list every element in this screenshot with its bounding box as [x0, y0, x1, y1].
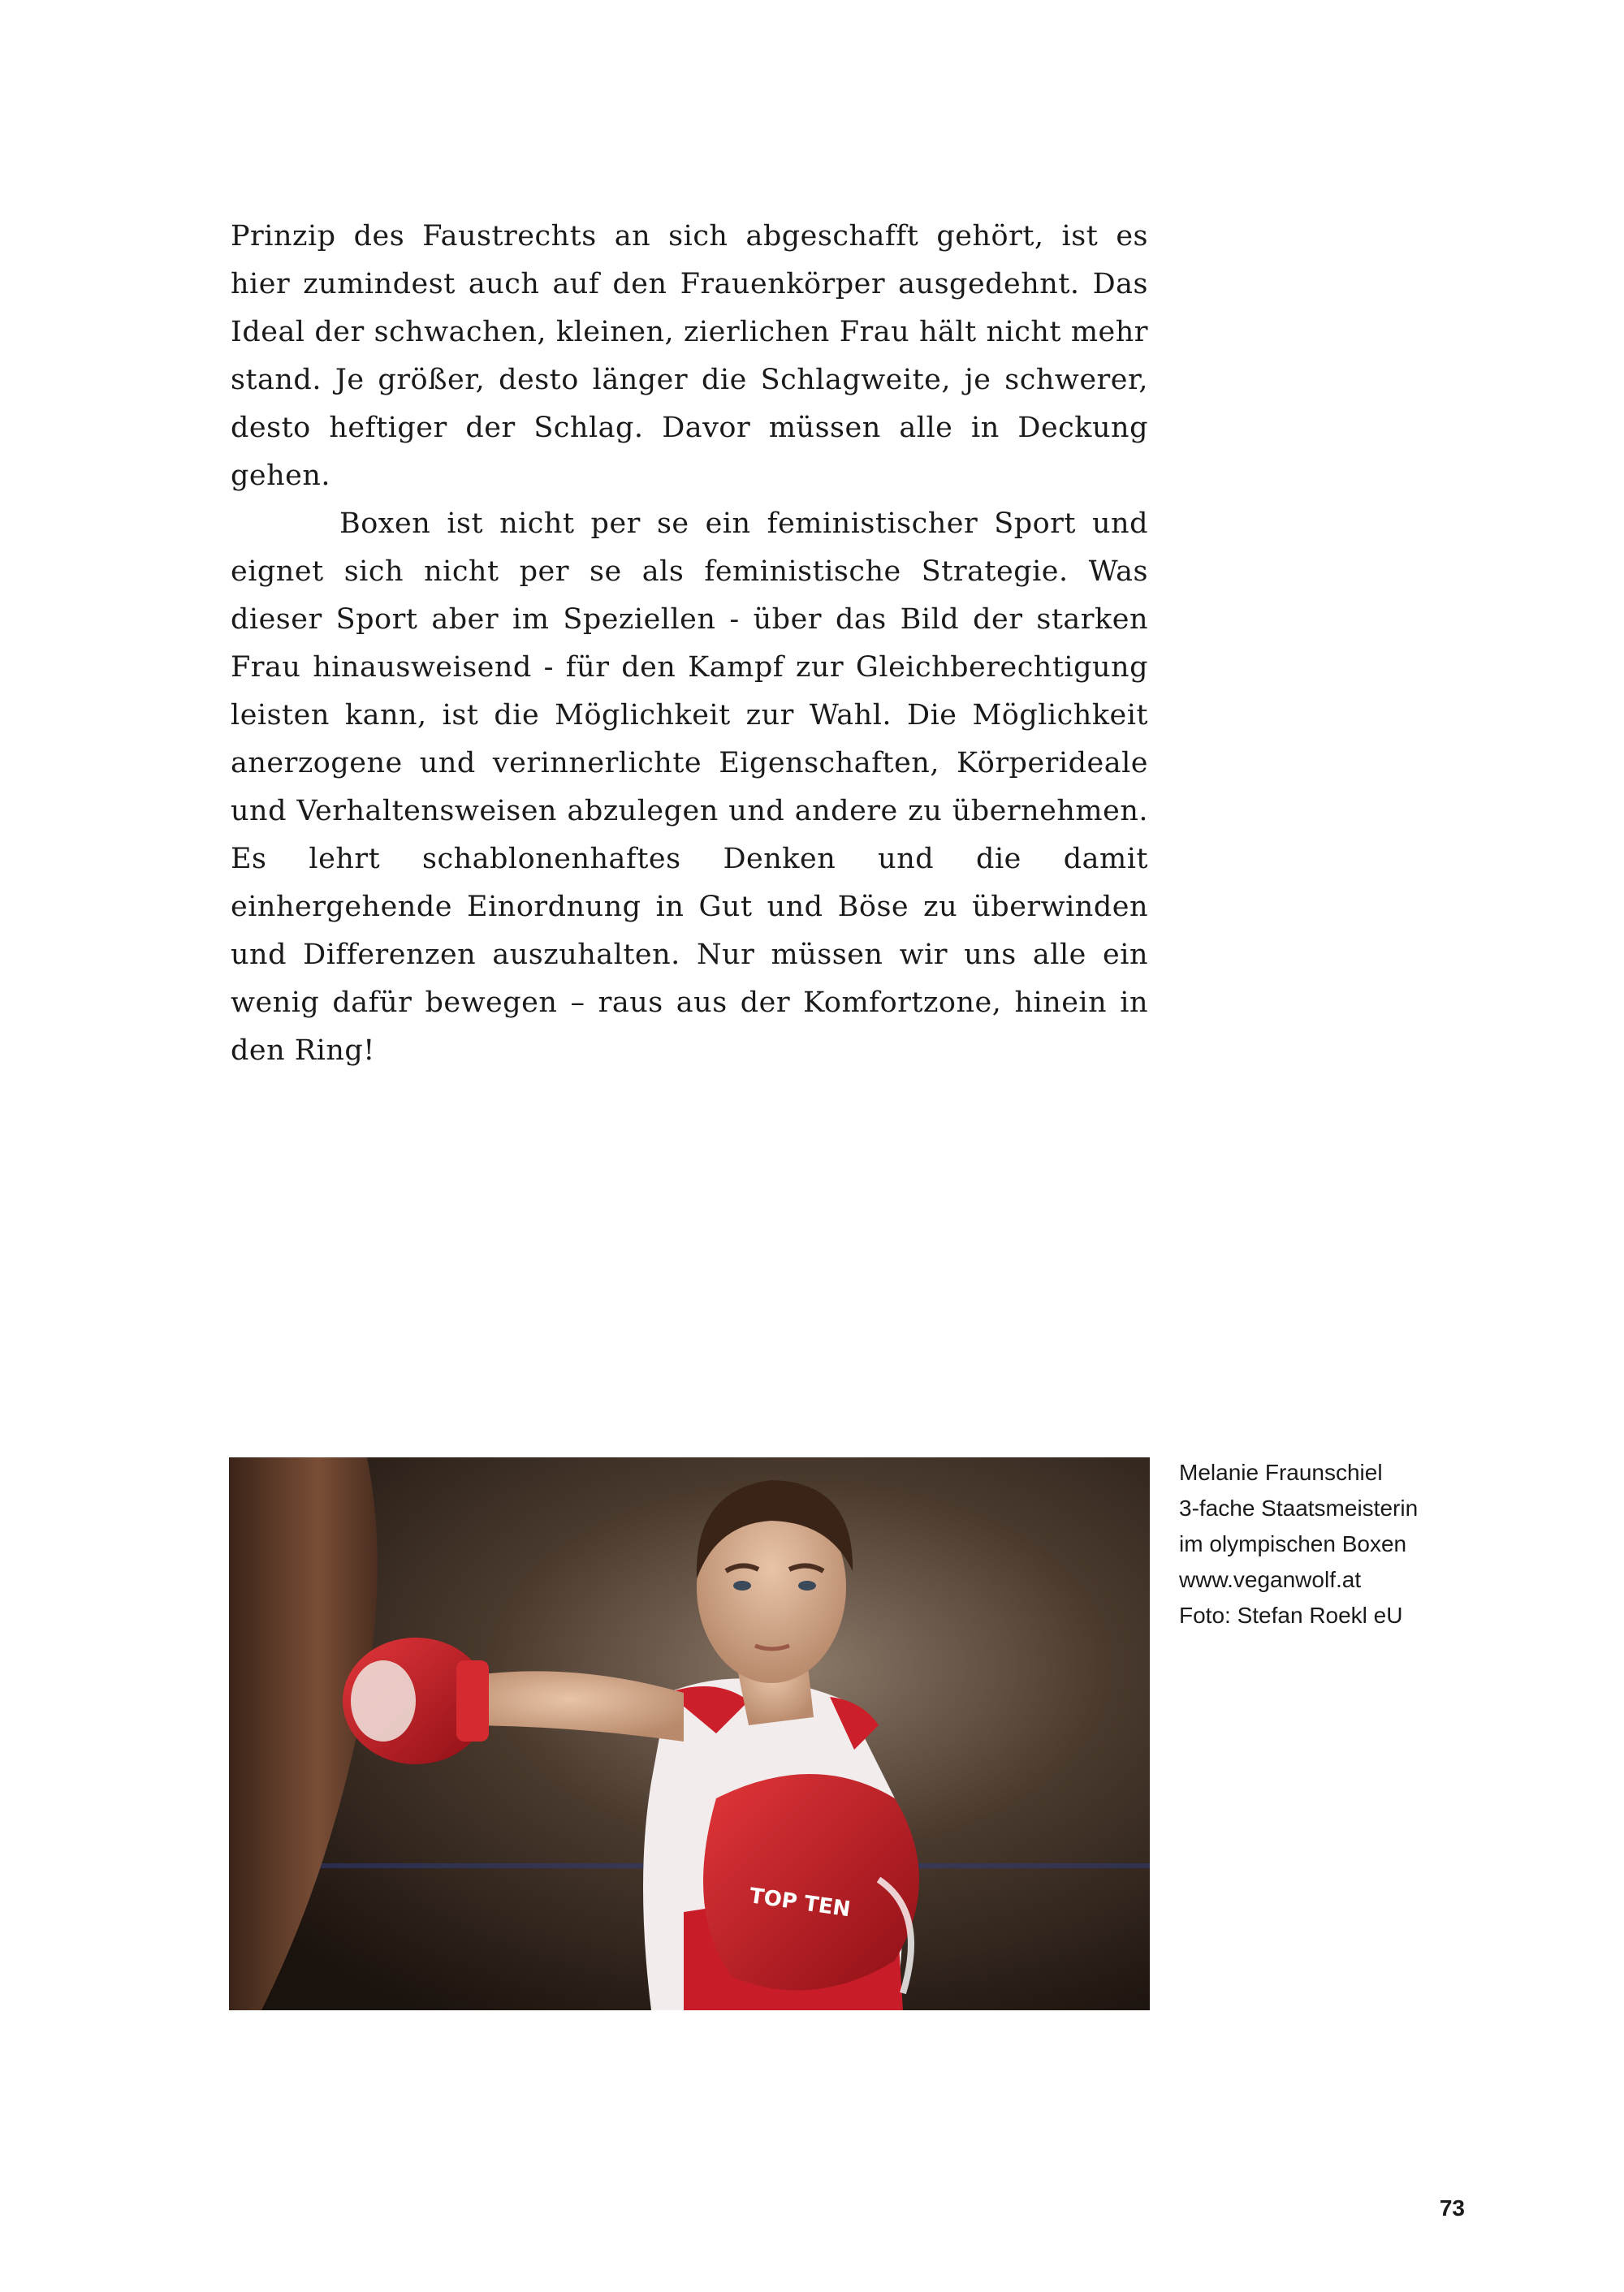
caption-line-credit: Foto: Stefan Roekl eU [1179, 1603, 1403, 1628]
boxer-photo [229, 1457, 1150, 2010]
body-paragraph-1: Prinzip des Faustrechts an sich abgeschafft gehört, ist es hier zumindest auch auf den Frauenkörper ausgedehnt. Das Ideal der schwachen, kleinen, zierlichen Frau hält nicht mehr stand. Je größer, desto länger die Schlagweite, je schwerer, desto heftiger der Schlag. Davor müssen alle in Deckung gehen. [231, 220, 1148, 492]
body-paragraph-2: Boxen ist nicht per se ein feministischer Sport und eignet sich nicht per se als feministische Strategie. Was dieser Sport aber im Speziellen - über das Bild der starken Frau hinausweisend - für den Kampf zur Gleichberechtigung leisten kann, ist die Möglichkeit zur Wahl. Die Möglichkeit anerzogene und verinnerlichte Eigenschaften, Körperideale und Verhaltensweisen abzulegen und andere zu übernehmen. Es lehrt schablonenhaftes Denken und die damit einhergehende Einordnung in Gut und Böse zu überwinden und Differenzen auszuhalten. Nur müssen wir uns alle ein wenig dafür bewegen – raus aus der Komfortzone, hinein in den Ring! [231, 507, 1148, 1067]
photo-caption [1179, 1455, 1520, 1634]
caption-line-discipline: im olympischen Boxen [1179, 1531, 1407, 1556]
caption-line-title: 3-fache Staatsmeisterin [1179, 1496, 1419, 1521]
caption-line-name: Melanie Fraunschiel [1179, 1460, 1383, 1485]
page-number: 73 [1439, 2195, 1465, 2221]
caption-line-website: www.veganwolf.at [1179, 1567, 1362, 1592]
glove-brand-label: TOP TEN [748, 1884, 853, 1923]
